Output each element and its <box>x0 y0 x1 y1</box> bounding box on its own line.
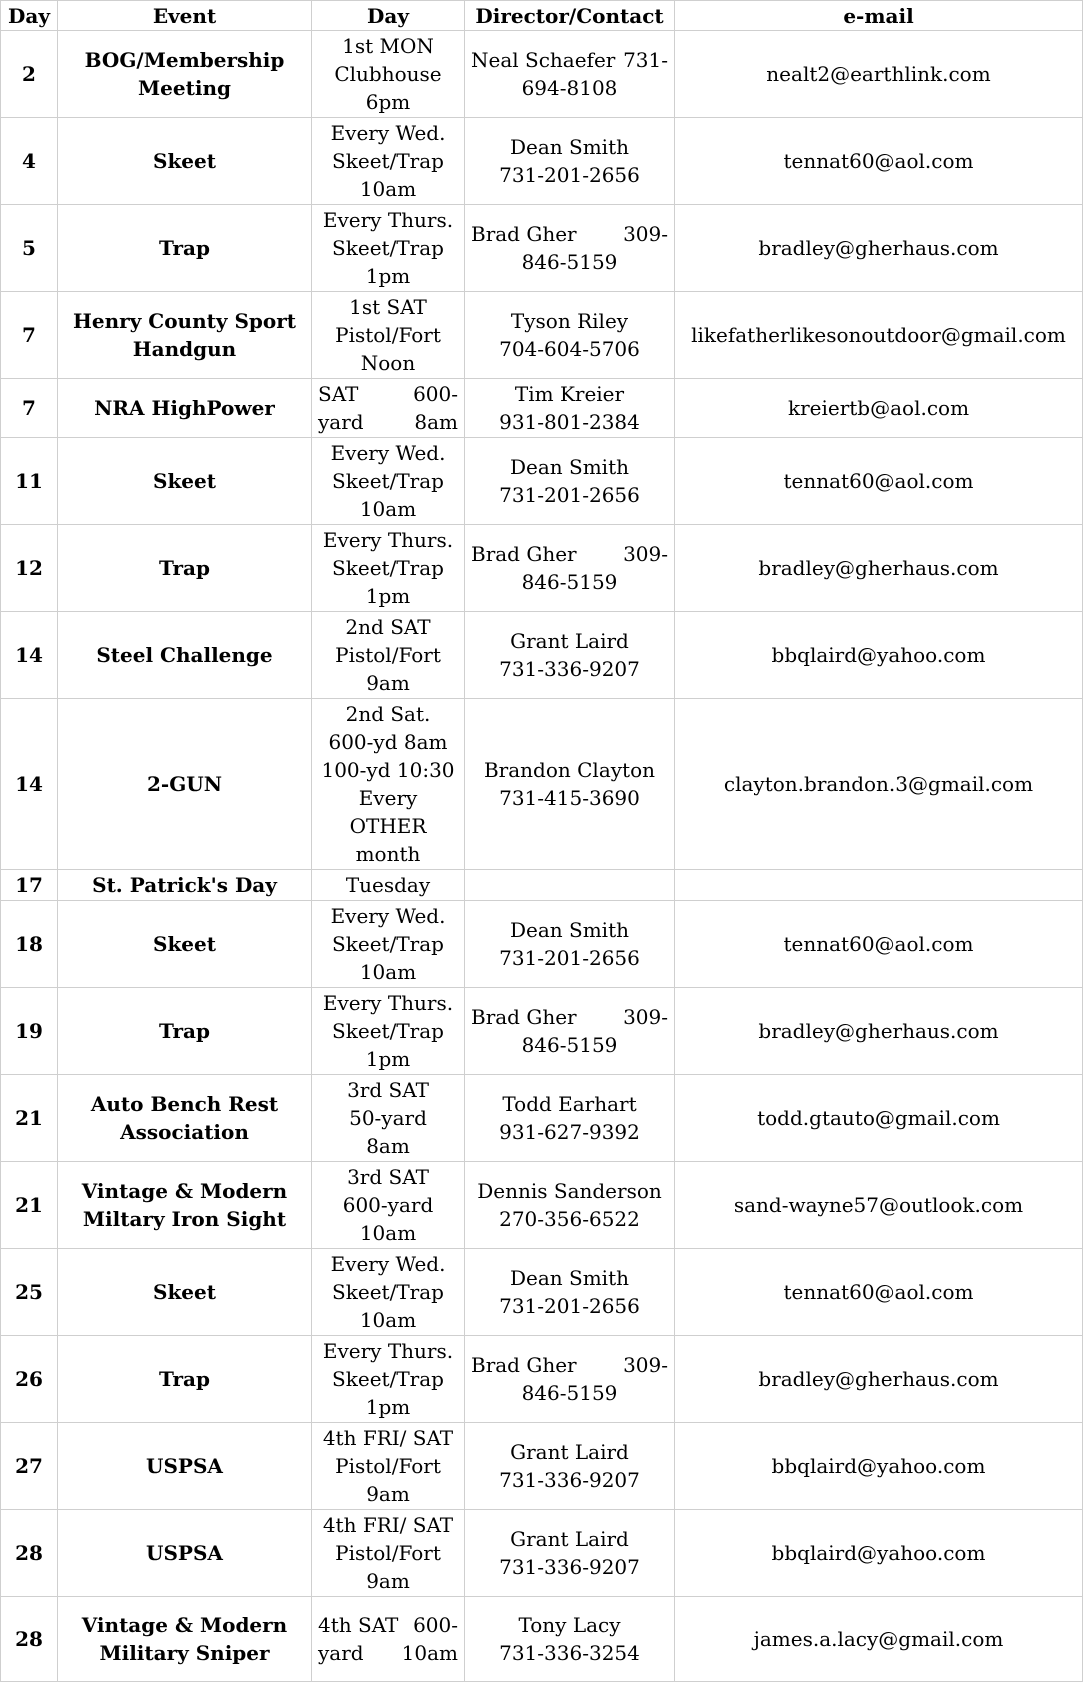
event-cell <box>58 1075 312 1162</box>
table-row <box>1 379 1083 438</box>
schedule-cell <box>312 870 465 901</box>
schedule-cell <box>312 1075 465 1162</box>
cell-line <box>471 220 668 248</box>
table-row <box>1 901 1083 988</box>
cell-line: Dean Smith <box>509 135 629 159</box>
line-part-left: yard <box>318 410 364 434</box>
table-row <box>1 1075 1083 1162</box>
email-cell: bbqlaird@yahoo.com <box>675 612 1083 699</box>
event-cell <box>58 1162 312 1249</box>
cell-line: Tuesday <box>345 873 431 897</box>
cell-line: 10am <box>359 960 417 984</box>
cell-line: Skeet/Trap <box>332 469 444 493</box>
contact-cell <box>465 988 675 1075</box>
cell-line: Every Wed. <box>330 1252 446 1276</box>
cell-line: 846-5159 <box>521 1381 618 1405</box>
line-part-right: 600- <box>413 1613 458 1637</box>
cell-line: Every Thurs. <box>322 991 454 1015</box>
cell-line: 731-201-2656 <box>499 163 640 187</box>
contact-cell <box>465 1423 675 1510</box>
line-part-right: 600- <box>413 382 458 406</box>
schedule-cell <box>312 1510 465 1597</box>
day-cell: 2 <box>1 31 58 118</box>
header-schedule-day: Day <box>312 1 465 31</box>
cell-line: 846-5159 <box>521 570 618 594</box>
line-part-left: Brad Gher <box>471 222 577 246</box>
cell-line: Tony Lacy <box>518 1613 621 1637</box>
contact-cell <box>465 1249 675 1336</box>
cell-line: Grant Laird <box>510 629 629 653</box>
cell-line: 694-8108 <box>521 76 618 100</box>
cell-line: Skeet/Trap <box>332 236 444 260</box>
cell-line: Grant Laird <box>510 1527 629 1551</box>
cell-line: 10am <box>359 1308 417 1332</box>
table-row <box>1 31 1083 118</box>
cell-line: 2nd Sat. <box>345 702 431 726</box>
event-cell <box>58 438 312 525</box>
schedule-cell <box>312 292 465 379</box>
day-cell: 25 <box>1 1249 58 1336</box>
cell-line: Skeet/Trap <box>332 556 444 580</box>
cell-line: 600-yard <box>342 1193 434 1217</box>
cell-line: 1pm <box>365 1047 411 1071</box>
event-cell <box>58 1249 312 1336</box>
cell-line: Every OTHER <box>349 786 427 838</box>
schedule-cell <box>312 205 465 292</box>
cell-line: Association <box>120 1120 249 1144</box>
event-cell <box>58 1597 312 1682</box>
cell-line: 4th FRI/ SAT <box>322 1513 454 1537</box>
cell-line: 731-201-2656 <box>499 483 640 507</box>
cell-line: Handgun <box>132 337 237 361</box>
contact-cell <box>465 901 675 988</box>
cell-line: 600-yd 8am <box>328 730 448 754</box>
email-cell: tennat60@aol.com <box>675 901 1083 988</box>
day-cell: 7 <box>1 379 58 438</box>
line-part-right: 309- <box>623 1005 668 1029</box>
cell-line: Every Wed. <box>330 904 446 928</box>
email-cell: bbqlaird@yahoo.com <box>675 1510 1083 1597</box>
table-row <box>1 292 1083 379</box>
day-cell: 7 <box>1 292 58 379</box>
cell-line <box>471 540 668 568</box>
cell-line: Pistol/Fort <box>335 1454 441 1478</box>
cell-line: Every Thurs. <box>322 528 454 552</box>
day-cell: 21 <box>1 1162 58 1249</box>
cell-line: 6pm <box>365 90 411 114</box>
cell-line: Dean Smith <box>509 918 629 942</box>
cell-line: USPSA <box>146 1541 223 1565</box>
cell-line: Vintage & Modern <box>81 1613 288 1637</box>
contact-cell <box>465 1162 675 1249</box>
contact-cell <box>465 1597 675 1682</box>
email-cell: tennat60@aol.com <box>675 1249 1083 1336</box>
cell-line: Vintage & Modern <box>81 1179 288 1203</box>
table-header <box>1 1 1083 31</box>
cell-line: Auto Bench Rest <box>90 1092 279 1116</box>
event-cell <box>58 612 312 699</box>
event-cell <box>58 988 312 1075</box>
cell-line: 731-415-3690 <box>499 786 640 810</box>
schedule-cell <box>312 1597 465 1682</box>
table-row <box>1 1249 1083 1336</box>
cell-line: St. Patrick's Day <box>92 873 277 897</box>
cell-line: Every Thurs. <box>322 1339 454 1363</box>
event-cell <box>58 292 312 379</box>
cell-line: Meeting <box>138 76 231 100</box>
contact-cell <box>465 612 675 699</box>
email-cell: bradley@gherhaus.com <box>675 988 1083 1075</box>
cell-line: month <box>355 842 421 866</box>
cell-line: 931-627-9392 <box>499 1120 640 1144</box>
cell-line: Dean Smith <box>509 1266 629 1290</box>
cell-line: 50-yard <box>349 1106 427 1130</box>
line-part-right: 309- <box>623 1353 668 1377</box>
day-cell: 21 <box>1 1075 58 1162</box>
day-cell: 4 <box>1 118 58 205</box>
cell-line: Pistol/Fort <box>335 643 441 667</box>
cell-line: Pistol/Fort <box>335 1541 441 1565</box>
day-cell: 14 <box>1 699 58 870</box>
cell-line: 731-201-2656 <box>499 946 640 970</box>
schedule-cell <box>312 1336 465 1423</box>
schedule-cell <box>312 1423 465 1510</box>
cell-line: Trap <box>159 556 210 580</box>
contact-cell <box>465 205 675 292</box>
header-row <box>1 1 1083 31</box>
day-cell: 19 <box>1 988 58 1075</box>
day-cell: 17 <box>1 870 58 901</box>
cell-line: 1pm <box>365 1395 411 1419</box>
cell-line: 9am <box>366 1482 410 1506</box>
cell-line: 10am <box>359 1221 417 1245</box>
line-part-left: yard <box>318 1641 364 1665</box>
cell-line: Skeet <box>153 149 216 173</box>
day-cell: 26 <box>1 1336 58 1423</box>
cell-line: 731-336-3254 <box>499 1641 640 1665</box>
day-cell: 11 <box>1 438 58 525</box>
line-part-right: 10am <box>401 1641 458 1665</box>
contact-cell <box>465 1510 675 1597</box>
cell-line <box>318 408 458 436</box>
schedule-cell <box>312 699 465 870</box>
event-cell <box>58 1336 312 1423</box>
cell-line: 731-336-9207 <box>499 1468 640 1492</box>
cell-line <box>471 46 668 74</box>
day-cell: 27 <box>1 1423 58 1510</box>
cell-line: Miltary Iron Sight <box>82 1207 287 1231</box>
cell-line <box>318 380 458 408</box>
cell-line <box>471 1351 668 1379</box>
cell-line: Trap <box>159 1367 210 1391</box>
schedule-cell <box>312 988 465 1075</box>
cell-line: 4th FRI/ SAT <box>322 1426 454 1450</box>
email-cell: clayton.brandon.3@gmail.com <box>675 699 1083 870</box>
cell-line: 10am <box>359 177 417 201</box>
schedule-cell <box>312 379 465 438</box>
day-cell: 28 <box>1 1597 58 1682</box>
table-row <box>1 205 1083 292</box>
email-cell: bradley@gherhaus.com <box>675 205 1083 292</box>
email-cell: bradley@gherhaus.com <box>675 1336 1083 1423</box>
table-body <box>1 31 1083 1682</box>
cell-line: Steel Challenge <box>96 643 273 667</box>
cell-line: Dean Smith <box>509 455 629 479</box>
cell-line <box>471 1003 668 1031</box>
email-cell: sand-wayne57@outlook.com <box>675 1162 1083 1249</box>
cell-line: 2-GUN <box>146 772 223 796</box>
cell-line: 931-801-2384 <box>499 410 640 434</box>
event-cell <box>58 118 312 205</box>
email-cell: tennat60@aol.com <box>675 438 1083 525</box>
day-cell: 14 <box>1 612 58 699</box>
cell-line: Skeet <box>153 469 216 493</box>
line-part-right: 309- <box>623 542 668 566</box>
email-cell: tennat60@aol.com <box>675 118 1083 205</box>
cell-line: 731-336-9207 <box>499 657 640 681</box>
line-part-right: 309- <box>623 222 668 246</box>
cell-line: 3rd SAT <box>347 1078 429 1102</box>
cell-line: 731-201-2656 <box>499 1294 640 1318</box>
line-part-left: Brad Gher <box>471 1005 577 1029</box>
cell-line: 1st SAT <box>349 295 427 319</box>
email-cell: nealt2@earthlink.com <box>675 31 1083 118</box>
contact-cell <box>465 870 675 901</box>
table-row <box>1 118 1083 205</box>
cell-line: Trap <box>159 1019 210 1043</box>
cell-line: Todd Earhart <box>502 1092 637 1116</box>
cell-line: Tyson Riley <box>510 309 629 333</box>
cell-line: Grant Laird <box>510 1440 629 1464</box>
email-cell: james.a.lacy@gmail.com <box>675 1597 1083 1682</box>
line-part-left: SAT <box>318 382 359 406</box>
header-day: Day <box>1 1 58 31</box>
schedule-cell <box>312 901 465 988</box>
cell-line: Brandon Clayton <box>483 758 656 782</box>
cell-line: Skeet/Trap <box>332 1019 444 1043</box>
contact-cell <box>465 118 675 205</box>
cell-line: 9am <box>366 671 410 695</box>
cell-line: USPSA <box>146 1454 223 1478</box>
schedule-cell <box>312 438 465 525</box>
event-cell <box>58 699 312 870</box>
table-row <box>1 1336 1083 1423</box>
cell-line: Every Wed. <box>330 121 446 145</box>
cell-line: 9am <box>366 1569 410 1593</box>
table-row <box>1 1510 1083 1597</box>
email-cell <box>675 870 1083 901</box>
event-cell <box>58 525 312 612</box>
cell-line: 8am <box>366 1134 410 1158</box>
line-part-left: Brad Gher <box>471 542 577 566</box>
day-cell: 5 <box>1 205 58 292</box>
contact-cell <box>465 525 675 612</box>
cell-line: 704-604-5706 <box>499 337 640 361</box>
table-row <box>1 1423 1083 1510</box>
cell-line: Dennis Sanderson <box>477 1179 662 1203</box>
email-cell: todd.gtauto@gmail.com <box>675 1075 1083 1162</box>
line-part-right: 731- <box>623 48 668 72</box>
cell-line: Skeet <box>153 932 216 956</box>
cell-line: Noon <box>360 351 416 375</box>
cell-line: NRA HighPower <box>94 396 275 420</box>
cell-line: 846-5159 <box>521 1033 618 1057</box>
cell-line: Every Thurs. <box>322 208 454 232</box>
cell-line: 2nd SAT <box>345 615 431 639</box>
schedule-cell <box>312 1162 465 1249</box>
cell-line: Clubhouse <box>334 62 442 86</box>
cell-line: 10am <box>359 497 417 521</box>
table-row <box>1 988 1083 1075</box>
cell-line: Skeet <box>153 1280 216 1304</box>
day-cell: 28 <box>1 1510 58 1597</box>
cell-line: 1pm <box>365 584 411 608</box>
table-row <box>1 612 1083 699</box>
cell-line <box>318 1639 458 1667</box>
schedule-cell <box>312 118 465 205</box>
header-director-contact: Director/Contact <box>465 1 675 31</box>
schedule-cell <box>312 525 465 612</box>
email-cell: likefatherlikesonoutdoor@gmail.com <box>675 292 1083 379</box>
event-cell <box>58 1423 312 1510</box>
cell-line: 270-356-6522 <box>499 1207 640 1231</box>
contact-cell <box>465 379 675 438</box>
table-row <box>1 525 1083 612</box>
event-cell <box>58 901 312 988</box>
line-part-right: 8am <box>414 410 458 434</box>
line-part-left: Brad Gher <box>471 1353 577 1377</box>
schedule-cell <box>312 1249 465 1336</box>
schedule-cell <box>312 612 465 699</box>
line-part-left: 4th SAT <box>318 1613 399 1637</box>
contact-cell <box>465 1336 675 1423</box>
event-cell <box>58 205 312 292</box>
contact-cell <box>465 292 675 379</box>
cell-line: Skeet/Trap <box>332 1367 444 1391</box>
schedule-cell <box>312 31 465 118</box>
contact-cell <box>465 1075 675 1162</box>
table-row <box>1 438 1083 525</box>
line-part-left: Neal Schaefer <box>471 48 616 72</box>
cell-line: Trap <box>159 236 210 260</box>
cell-line: Henry County Sport <box>73 309 296 333</box>
event-cell <box>58 31 312 118</box>
day-cell: 18 <box>1 901 58 988</box>
header-email: e-mail <box>675 1 1083 31</box>
contact-cell <box>465 31 675 118</box>
table-row <box>1 699 1083 870</box>
event-cell <box>58 379 312 438</box>
cell-line: 100-yd 10:30 <box>321 758 455 782</box>
email-cell: bradley@gherhaus.com <box>675 525 1083 612</box>
cell-line: Military Sniper <box>99 1641 270 1665</box>
cell-line: 846-5159 <box>521 250 618 274</box>
event-cell <box>58 870 312 901</box>
cell-line: Skeet/Trap <box>332 1280 444 1304</box>
cell-line: 1st MON <box>342 34 434 58</box>
cell-line: 731-336-9207 <box>499 1555 640 1579</box>
contact-cell <box>465 699 675 870</box>
event-cell <box>58 1510 312 1597</box>
cell-line: Pistol/Fort <box>335 323 441 347</box>
cell-line: Skeet/Trap <box>332 932 444 956</box>
cell-line: 1pm <box>365 264 411 288</box>
cell-line: BOG/Membership <box>84 48 285 72</box>
contact-cell <box>465 438 675 525</box>
cell-line: 3rd SAT <box>347 1165 429 1189</box>
email-cell: kreiertb@aol.com <box>675 379 1083 438</box>
cell-line: Every Wed. <box>330 441 446 465</box>
cell-line: Skeet/Trap <box>332 149 444 173</box>
cell-line <box>318 1611 458 1639</box>
table-row <box>1 1597 1083 1682</box>
table-row <box>1 1162 1083 1249</box>
header-event: Event <box>58 1 312 31</box>
day-cell: 12 <box>1 525 58 612</box>
email-cell: bbqlaird@yahoo.com <box>675 1423 1083 1510</box>
cell-line: Tim Kreier <box>514 382 625 406</box>
table-row <box>1 870 1083 901</box>
